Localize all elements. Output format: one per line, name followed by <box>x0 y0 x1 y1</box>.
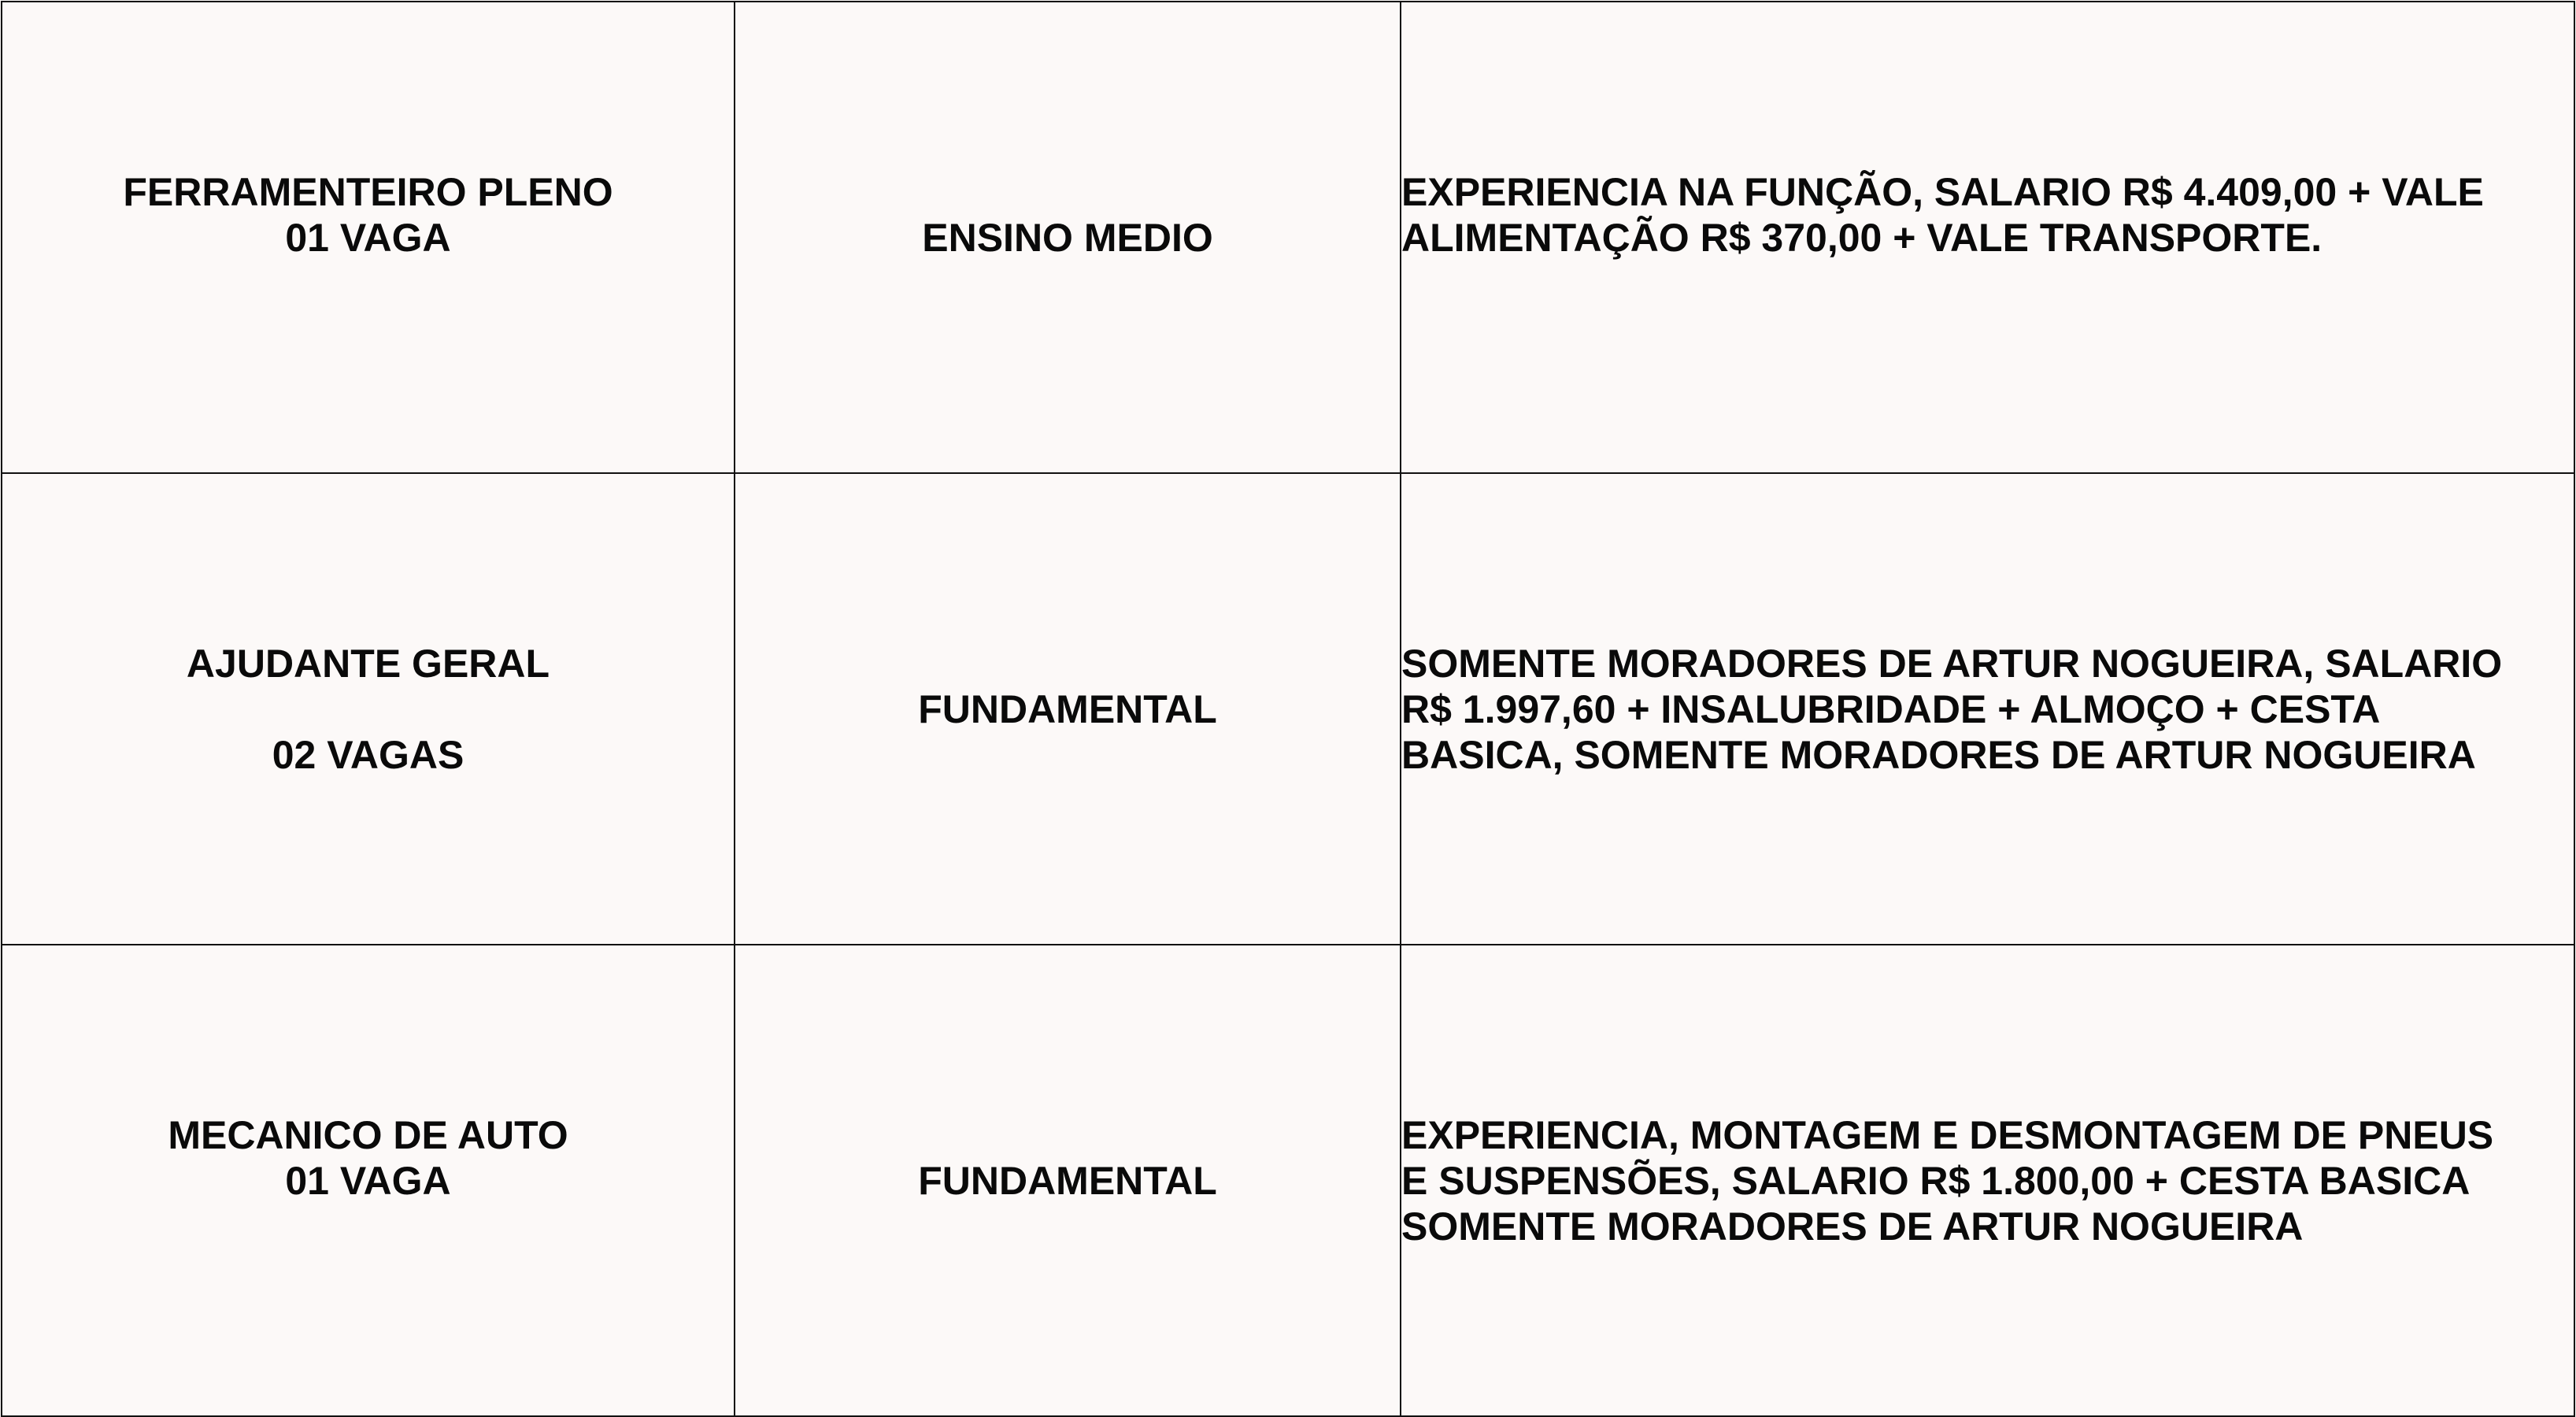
requirement-line: SOMENTE MORADORES DE ARTUR NOGUEIRA, SALARIO <box>1401 641 2503 686</box>
vacancy-count: 01 VAGA <box>285 1158 451 1203</box>
job-title-cell <box>2 2 735 473</box>
education-level: ENSINO MEDIO <box>922 215 1213 260</box>
job-title-cell <box>2 945 735 1416</box>
job-title: MECANICO DE AUTO <box>168 1112 568 1157</box>
requirement-line: R$ 1.997,60 + INSALUBRIDADE + ALMOÇO + CESTA <box>1401 686 2381 731</box>
requirement-line: BASICA, SOMENTE MORADORES DE ARTUR NOGUEIRA <box>1401 732 2476 777</box>
requirement-line: EXPERIENCIA, MONTAGEM E DESMONTAGEM DE PNEUS <box>1401 1112 2494 1157</box>
table-row <box>2 2 2574 473</box>
blank-line <box>2 686 734 732</box>
education-cell <box>735 473 1401 945</box>
requirements-cell <box>1401 473 2574 945</box>
job-title-cell <box>2 473 735 945</box>
requirements-cell <box>1401 2 2574 473</box>
job-title: AJUDANTE GERAL <box>186 641 550 686</box>
education-level: FUNDAMENTAL <box>918 1158 1217 1203</box>
job-listing-table <box>1 1 2575 1417</box>
requirement-line: SOMENTE MORADORES DE ARTUR NOGUEIRA <box>1401 1204 2304 1249</box>
education-cell <box>735 945 1401 1416</box>
requirements-cell <box>1401 945 2574 1416</box>
requirement-line: EXPERIENCIA NA FUNÇÃO, SALARIO R$ 4.409,00 + VALE <box>1401 169 2484 214</box>
vacancy-count: 02 VAGAS <box>272 732 464 777</box>
education-level: FUNDAMENTAL <box>918 686 1217 731</box>
requirement-line: ALIMENTAÇÃO R$ 370,00 + VALE TRANSPORTE. <box>1401 215 2322 260</box>
requirement-line: E SUSPENSÕES, SALARIO R$ 1.800,00 + CESTA BASICA <box>1401 1158 2471 1203</box>
table-row <box>2 473 2574 945</box>
vacancy-count: 01 VAGA <box>285 215 451 260</box>
table-row <box>2 945 2574 1416</box>
job-title: FERRAMENTEIRO PLENO <box>123 169 613 214</box>
education-cell <box>735 2 1401 473</box>
